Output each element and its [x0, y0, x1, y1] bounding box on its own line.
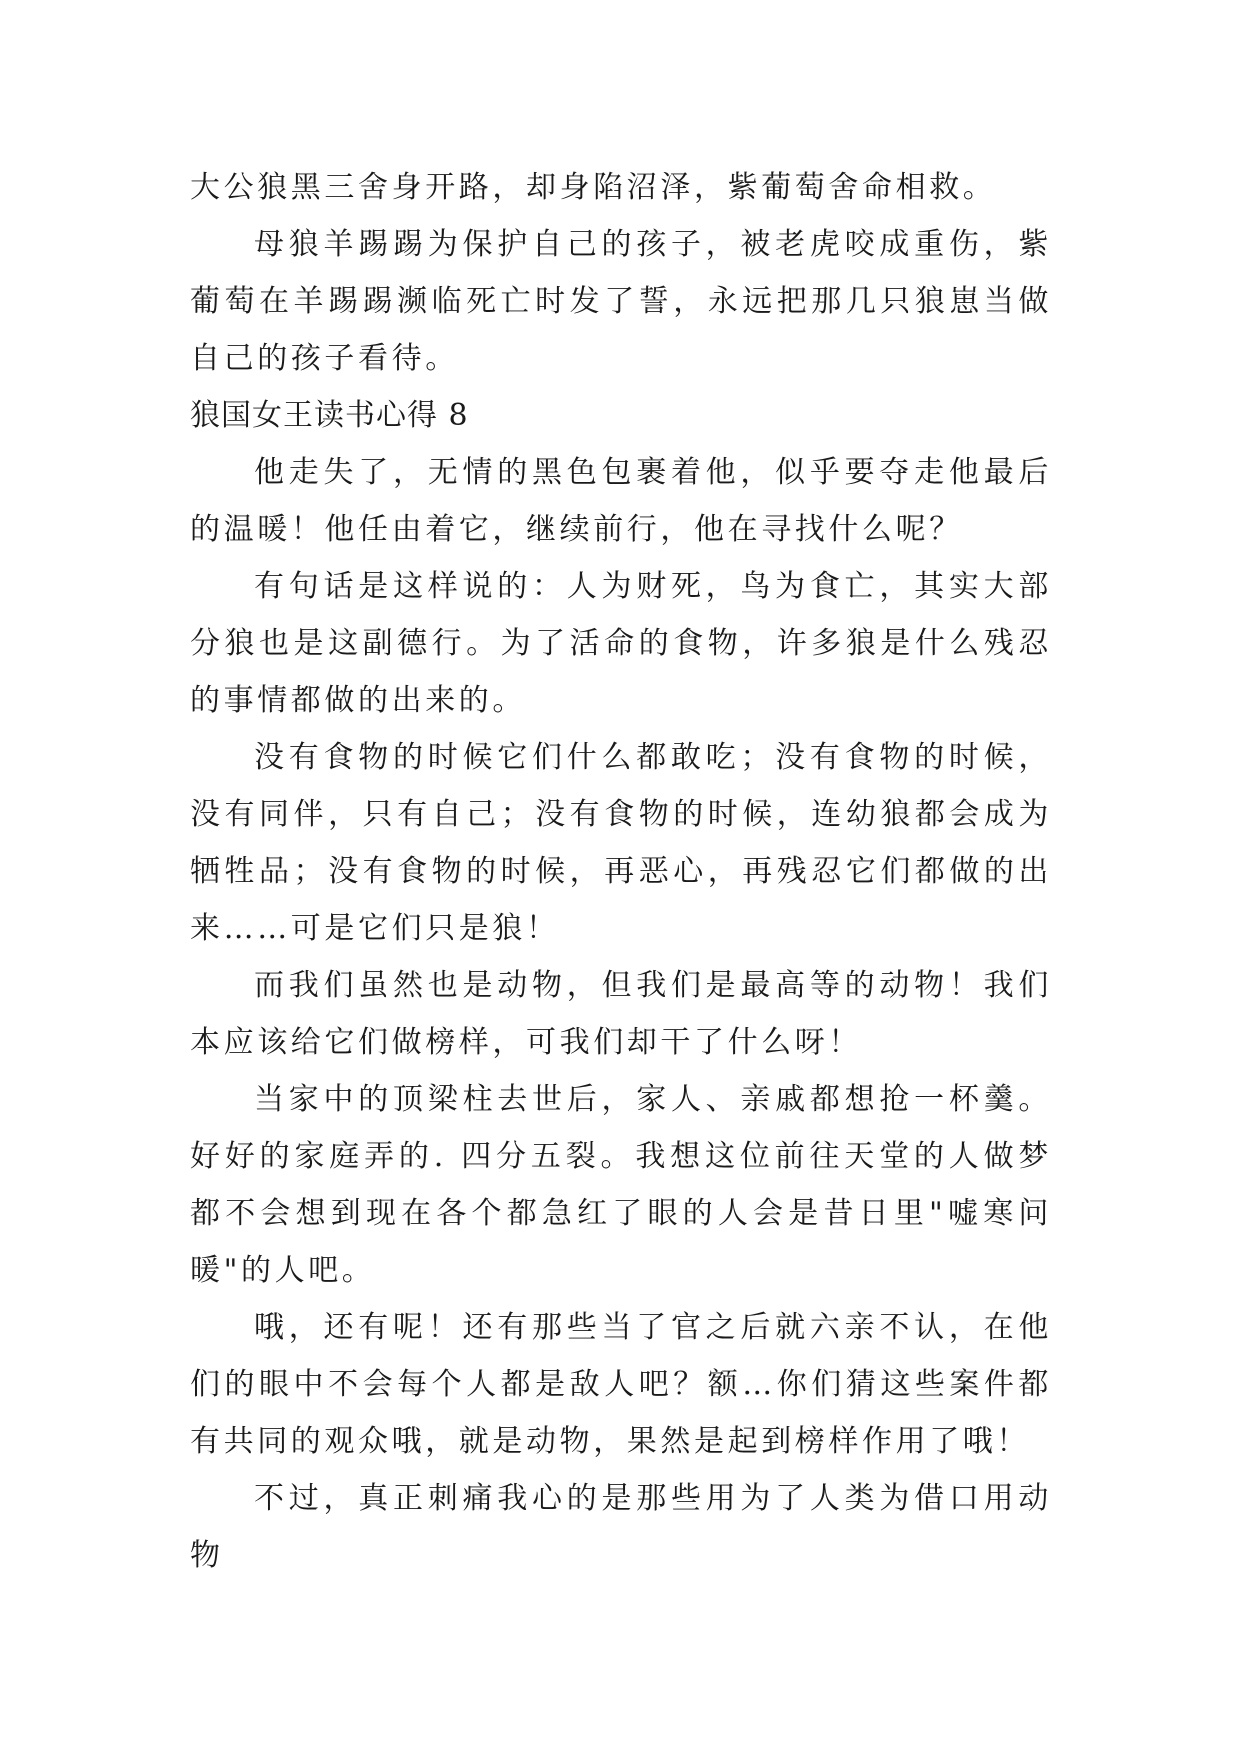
paragraph-3: 他走失了，无情的黑色包裹着他，似乎要夺走他最后的温暖！他任由着它，继续前行，他在寻找什么呢？ [190, 455, 1052, 547]
paragraph-8: 哦，还有呢！还有那些当了官之后就六亲不认，在他们的眼中不会每个人都是敌人吧？额…你们猜这些案件都有共同的观众哦，就是动物，果然是起到榜样作用了哦！ [190, 1310, 1052, 1459]
paragraph-4: 有句话是这样说的：人为财死，鸟为食亡，其实大部分狼也是这副德行。为了活命的食物，许多狼是什么残忍的事情都做的出来的。 [190, 569, 1052, 718]
section-heading: 狼国女王读书心得 8 [190, 398, 469, 433]
document-body [190, 159, 1052, 1584]
paragraph-2: 母狼羊踢踢为保护自己的孩子，被老虎咬成重伤，紫葡萄在羊踢踢濒临死亡时发了誓，永远把那几只狼崽当做自己的孩子看待。 [190, 227, 1052, 376]
paragraph-1: 大公狼黑三舍身开路，却身陷沼泽，紫葡萄舍命相救。 [190, 170, 997, 205]
paragraph-6: 而我们虽然也是动物，但我们是最高等的动物！我们本应该给它们做榜样，可我们却干了什么呀！ [190, 968, 1052, 1060]
paragraph-5: 没有食物的时候它们什么都敢吃；没有食物的时候，没有同伴，只有自己；没有食物的时候，连幼狼都会成为牺牲品；没有食物的时候，再恶心，再残忍它们都做的出来……可是它们只是狼！ [190, 740, 1052, 946]
paragraph-7: 当家中的顶梁柱去世后，家人、亲戚都想抢一杯羹。好好的家庭弄的. 四分五裂。我想这位前往天堂的人做梦都不会想到现在各个都急红了眼的人会是昔日里"嘘寒问暖"的人吧。 [190, 1082, 1052, 1288]
paragraph-9: 不过，真正刺痛我心的是那些用为了人类为借口用动物 [190, 1481, 1052, 1573]
